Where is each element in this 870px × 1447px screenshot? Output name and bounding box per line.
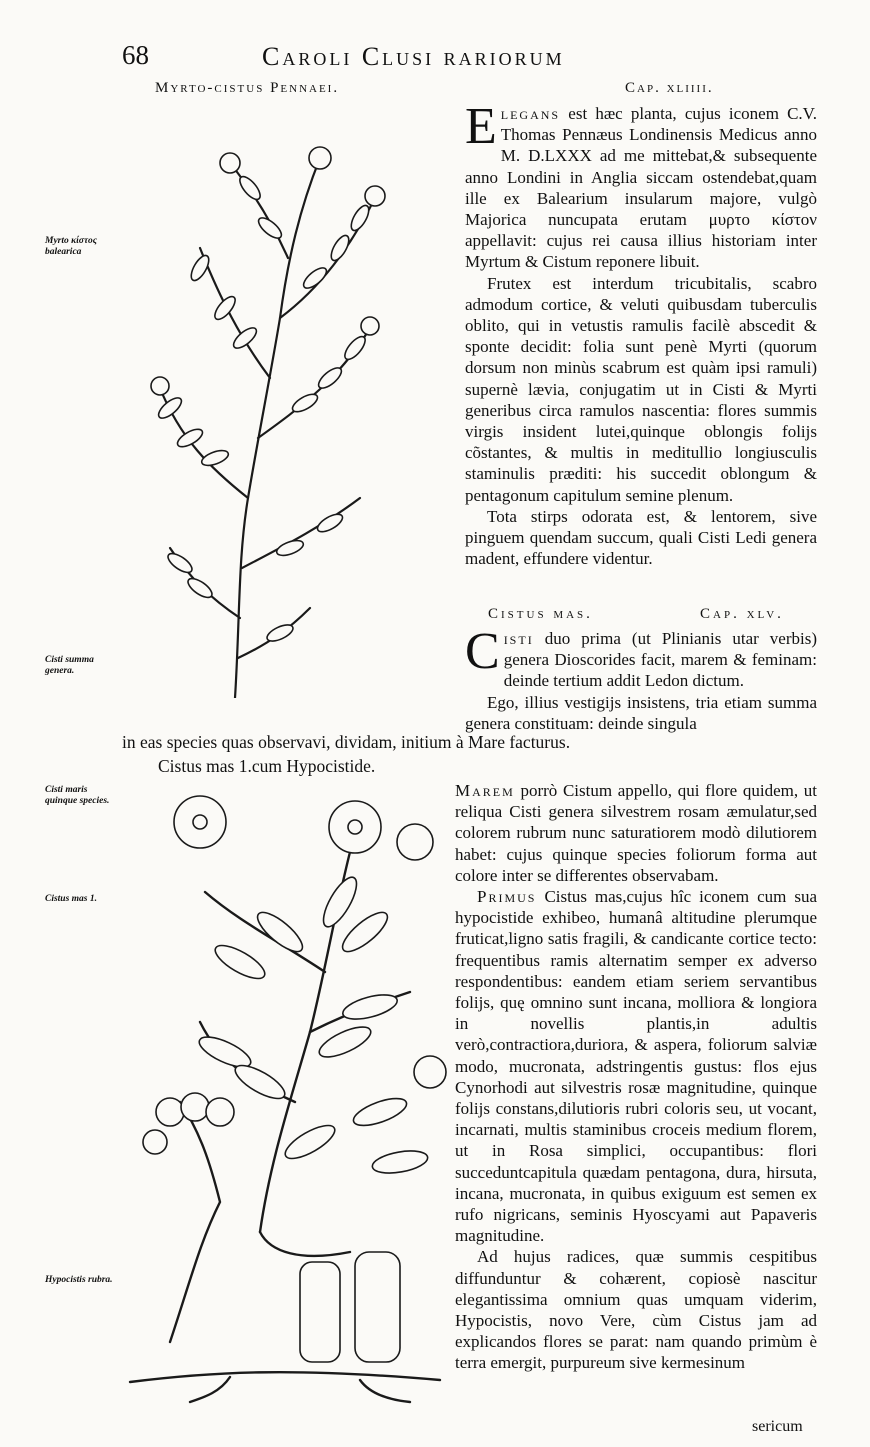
- section2-text: [465, 623, 818, 734]
- lead-word-isti: isti: [503, 629, 534, 648]
- running-title: Caroli Clusi rariorum: [262, 42, 565, 71]
- paragraph-cisti: duo prima (ut Plinianis utar verbis) genera Dioscorides facit, marem & feminam: deinde tertium addit Ledon dictum.: [503, 629, 818, 691]
- paragraph-frutex: Frutex est interdum tricubitalis, scabro admodum cortice, & veluti quibusdam tuberculis oblito, qui in vetustis ramulis facilè abscedit & sponte decidit: folia sunt penè Myrti (quorum dorsum non minùs scabrum est quàm ipsi ramuli) supernè lævia, conjugatim ut in Cisti & Myrti generibus circa ramulos nascentia: flores summis virgis insident lutei,quinque oblongis folijs cõstantes, & multis in meditullio longiusculis staminulis præditi: his succedit oblongum & pentagonum capitulum semine plenum.: [465, 273, 817, 505]
- drop-cap-c: C: [465, 623, 500, 680]
- section1-text: [465, 98, 818, 569]
- paragraph-marem: porrò Cistum appello, qui flore quidem, ut reliqua Cisti genera silvestrem rosam æmulatur,sed colorem rubrum nunc saturatiorem modò dilutiorem habet: cujus quinque species foliorum forma aut colore inter se differentes observabam.: [455, 781, 817, 885]
- section2-chapter: Cap. xlv.: [700, 606, 784, 622]
- section3-text: [455, 780, 817, 1374]
- drop-cap-e: E: [465, 98, 497, 155]
- figure-caption: Cistus mas 1.cum Hypocistide.: [158, 756, 376, 776]
- catchword: sericum: [752, 1418, 803, 1435]
- section1-chapter: Cap. xliiii.: [625, 80, 714, 96]
- page-number: 68: [122, 40, 149, 70]
- paragraph-ad-hujus: Ad hujus radices, quæ summis cespitibus diffunduntur & cohærent, copiosè nascitur elegantissima omnium quas umquam viderim, Hypocistis, novo Vere, cùm Cistus jam ad explicandos flores se parat: nam quando primùm è terra emergit, purpureum sive kermesinum: [455, 1247, 817, 1373]
- paragraph-elegans: est hæc planta, cujus iconem C.V. Thomas Pennæus Londinensis Medicus anno M. D.LXXX ad me mittebat,& subsequente anno Londini in Anglia siccam ostendebat,quam ille ex Balearium insularum majore, vulgò Majorica nuncupata erutam μυρτο κίστον appellavit: cujus rei causa illius historiam inter Myrtum & Cistum reponere libuit.: [465, 104, 818, 272]
- full-width-line: in eas species quas observavi, dividam, initium à Mare facturus.: [122, 732, 571, 752]
- margin-label-cisti-genera: Cisti summa genera.: [45, 655, 94, 676]
- section1-title: Myrto-cistus Pennaei.: [155, 80, 340, 96]
- paragraph-primus: Cistus mas,cujus hîc iconem cum sua hypocistide exhibeo, humanâ altitudine plerumque fruticat,ligno satis fragili, & candicante cortice tecto: frequentibus ramis alternatim semper ex adverso respondentibus: eandem etiam seriem servantibus folijs, quę omnino sunt incana, molliora & longiora in novellis plantis,in adultis verò,contractiora,duriora, & aspera, foliorum salviæ modo, mucronata, adstringentis gustus: flos ejus Cynorhodi aut silvestris rosæ magnitudine, quinque folijs constans,dilutioris rubri coloris seu, ut vocant, incarnati, multis staminibus croceis medium florem, ut in Rosa simplici, occupantibus: flori succeduntcapitula quædam pentagona, dura, hirsuta, incana, mucronata, in quibus exiguum est semen ex rufo nigricans, seminis Hyoscyami aut Papaveris magnitudine.: [455, 887, 817, 1246]
- lead-word-marem: Marem: [455, 781, 515, 800]
- paragraph-ego: Ego, illius vestigijs insistens, tria etiam summa genera constituam: deinde singula: [465, 692, 817, 733]
- lead-word-primus: Primus: [477, 887, 537, 907]
- margin-label-hypocistis: Hypocistis rubra.: [45, 1275, 113, 1285]
- section2-title: Cistus mas.: [488, 606, 593, 622]
- woodcut-cistus-mas: [110, 782, 455, 1407]
- running-head: [0, 28, 870, 76]
- margin-label-myrtocistus: Myrto κίστος balearica: [45, 236, 97, 257]
- margin-label-cistus-mas: Cistus mas 1.: [45, 894, 98, 904]
- paragraph-tota-stirps: Tota stirps odorata est, & lentorem, sive pinguem quendam succum, quali Cisti Ledi genera madent, effundere videntur.: [465, 506, 817, 569]
- woodcut-myrtocistus: [130, 138, 450, 698]
- margin-label-cisti-maris: Cisti maris quinque species.: [45, 785, 110, 806]
- lead-word-legans: legans: [500, 104, 561, 123]
